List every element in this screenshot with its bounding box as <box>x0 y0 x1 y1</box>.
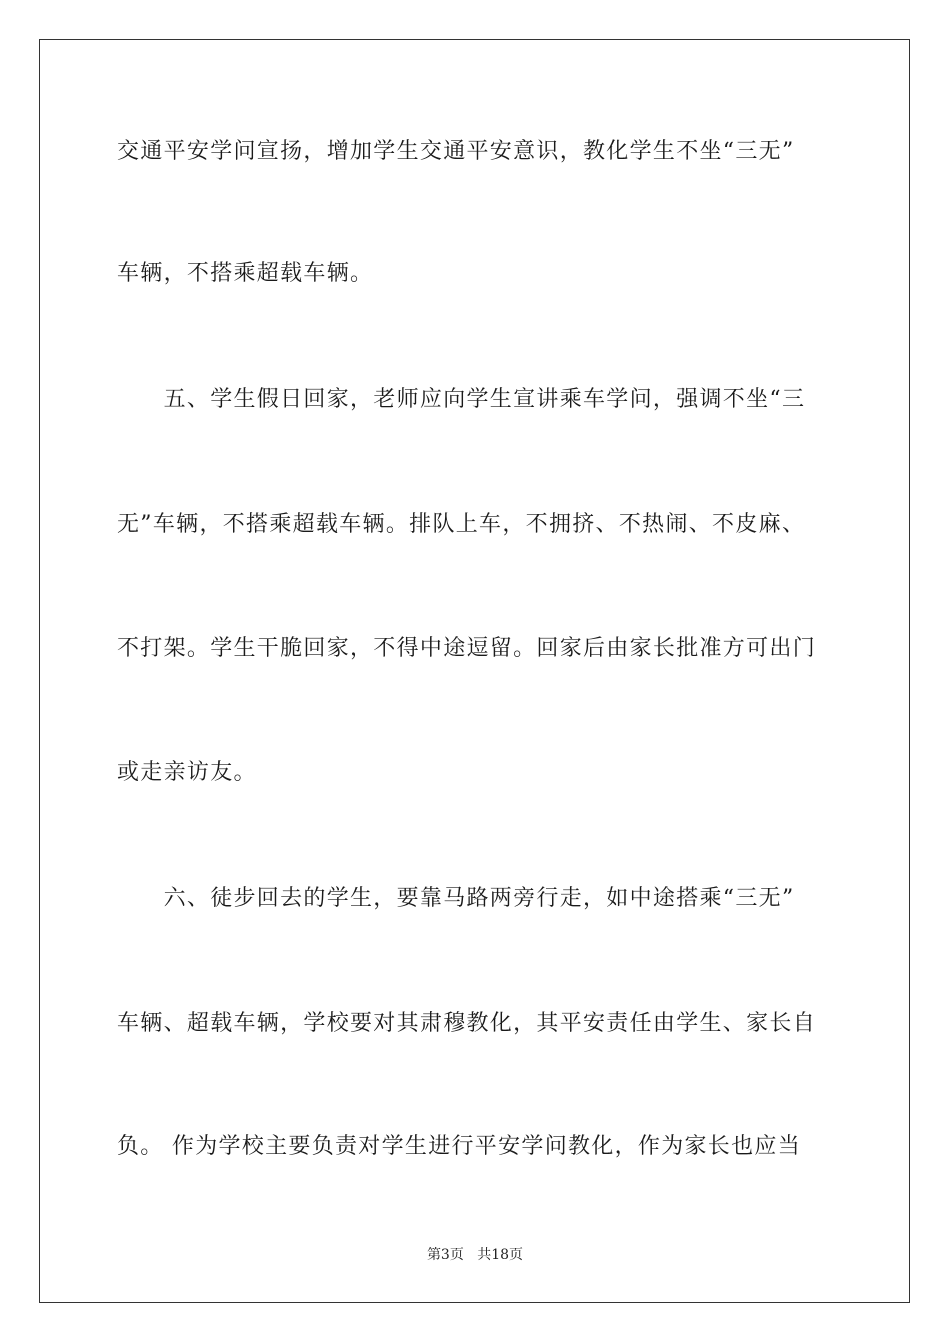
page-total: 共18页 <box>477 1247 524 1263</box>
text-line-6: 或走亲访友。 <box>117 760 257 785</box>
page-border <box>39 39 910 1303</box>
page-footer <box>0 1246 950 1264</box>
text-line-4: 无”车辆，不搭乘超载车辆。排队上车，不拥挤、不热闹、不皮麻、 <box>117 512 806 537</box>
page-number: 第3页 <box>426 1247 464 1263</box>
text-line-1: 交通平安学问宣扬，增加学生交通平安意识，教化学生不坐“三无” <box>117 139 795 164</box>
text-line-3: 五、学生假日回家，老师应向学生宣讲乘车学问，强调不坐“三 <box>117 387 806 412</box>
text-line-8: 车辆、超载车辆，学校要对其肃穆教化，其平安责任由学生、家长自 <box>117 1011 817 1036</box>
text-line-2: 车辆，不搭乘超载车辆。 <box>117 261 374 286</box>
text-line-7: 六、徒步回去的学生，要靠马路两旁行走，如中途搭乘“三无” <box>117 886 795 911</box>
text-line-5: 不打架。学生干脆回家，不得中途逗留。回家后由家长批准方可出门 <box>117 636 817 661</box>
text-line-9: 负。 作为学校主要负责对学生进行平安学问教化，作为家长也应当 <box>117 1134 801 1159</box>
